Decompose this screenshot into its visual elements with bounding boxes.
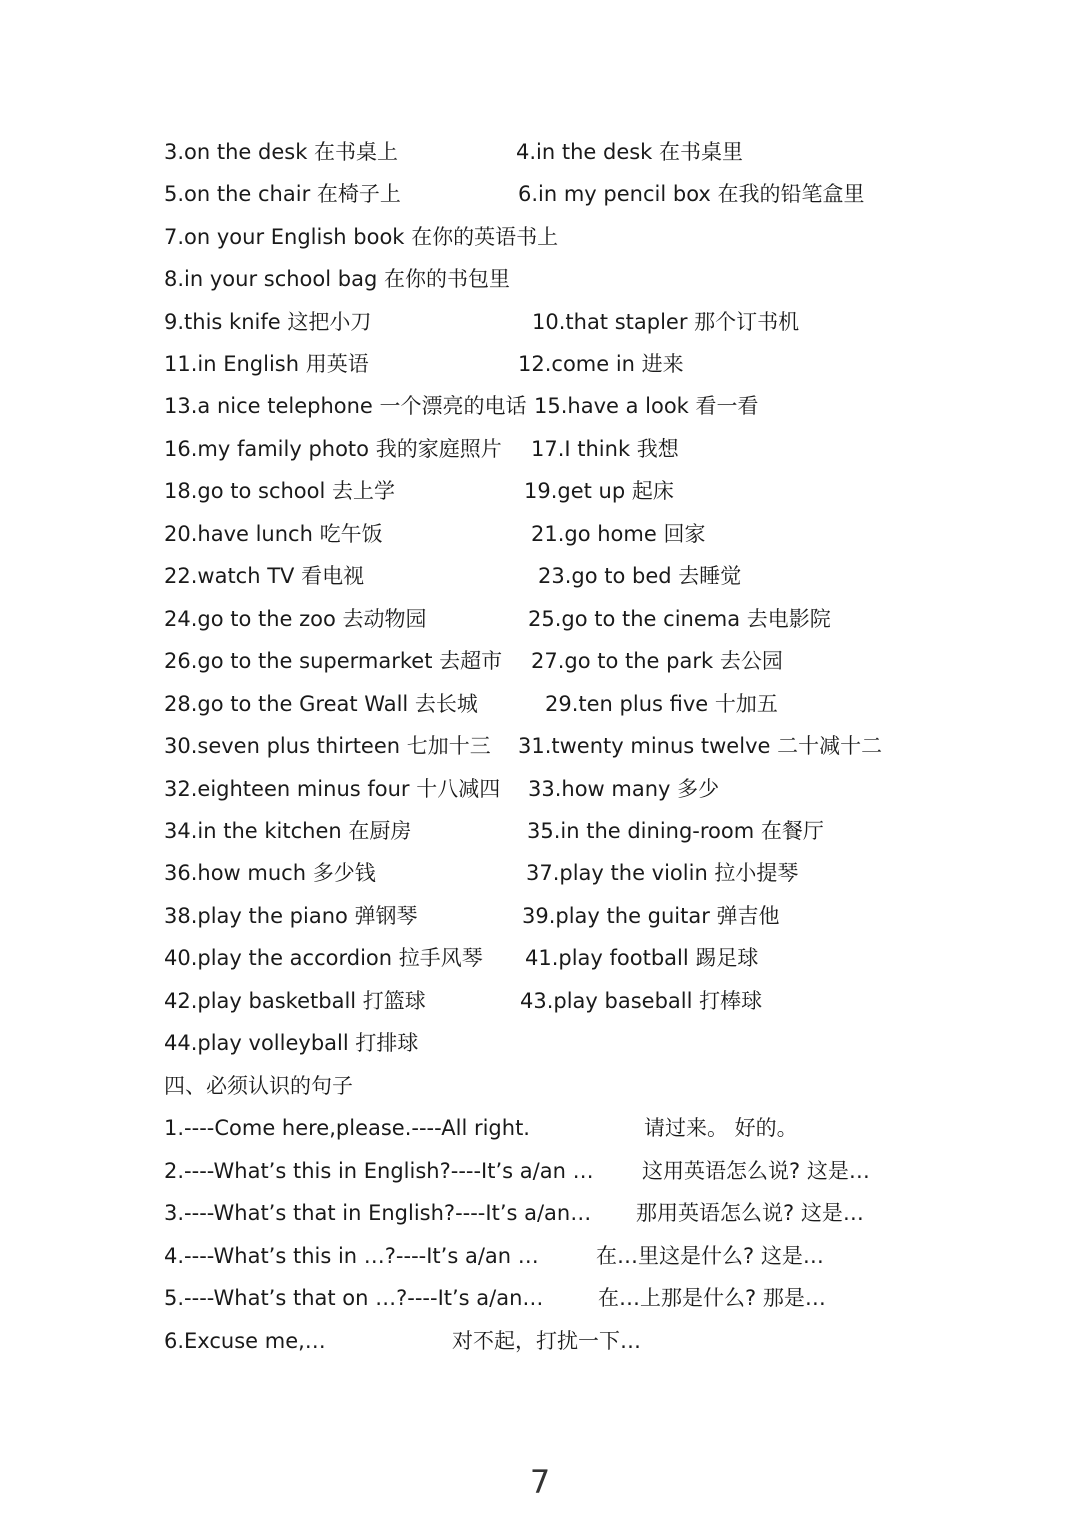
phrase-right: 27.go to the park 去公园 bbox=[531, 649, 783, 673]
phrase-left: 20.have lunch 吃午饭 bbox=[164, 522, 383, 546]
phrase-left: 26.go to the supermarket 去超市 bbox=[164, 649, 503, 673]
phrase-row bbox=[0, 768, 1080, 810]
phrase-row bbox=[0, 555, 1080, 597]
sentence-row bbox=[0, 1320, 1080, 1362]
phrase-row bbox=[0, 301, 1080, 343]
sentence-english: 6.Excuse me,… bbox=[164, 1329, 326, 1353]
sentence-english: 2.----What’s this in English?----It’s a/an … bbox=[164, 1159, 594, 1183]
phrase-left: 5.on the chair 在椅子上 bbox=[164, 182, 401, 206]
phrase-right: 23.go to bed 去睡觉 bbox=[538, 564, 742, 588]
phrase-row bbox=[0, 598, 1080, 640]
phrase-row bbox=[0, 1022, 1080, 1064]
phrase-left: 40.play the accordion 拉手风琴 bbox=[164, 946, 483, 970]
sentence-english: 5.----What’s that on …?----It’s a/an… bbox=[164, 1286, 544, 1310]
phrase-row bbox=[0, 343, 1080, 385]
phrase-right: 35.in the dining-room 在餐厅 bbox=[527, 819, 824, 843]
phrase-right: 25.go to the cinema 去电影院 bbox=[528, 607, 831, 631]
phrase-row bbox=[0, 640, 1080, 682]
phrase-row bbox=[0, 428, 1080, 470]
phrase-row bbox=[0, 258, 1080, 300]
phrase-left: 13.a nice telephone 一个漂亮的电话 bbox=[164, 394, 527, 418]
phrase-left: 34.in the kitchen 在厨房 bbox=[164, 819, 412, 843]
sentence-row bbox=[0, 1150, 1080, 1192]
phrase-right: 19.get up 起床 bbox=[524, 479, 674, 503]
phrase-left: 44.play volleyball 打排球 bbox=[164, 1031, 419, 1055]
phrase-left: 22.watch TV 看电视 bbox=[164, 564, 365, 588]
phrase-row bbox=[0, 173, 1080, 215]
phrase-row bbox=[0, 980, 1080, 1022]
sentence-english: 3.----What’s that in English?----It’s a/an… bbox=[164, 1201, 592, 1225]
sentence-chinese: 那用英语怎么说? 这是… bbox=[636, 1201, 864, 1225]
sentence-chinese: 在…上那是什么? 那是… bbox=[598, 1286, 826, 1310]
sentence-row bbox=[0, 1235, 1080, 1277]
sentence-chinese: 这用英语怎么说? 这是… bbox=[642, 1159, 870, 1183]
phrase-right: 29.ten plus five 十加五 bbox=[545, 692, 778, 716]
phrase-right: 21.go home 回家 bbox=[531, 522, 706, 546]
phrase-right: 15.have a look 看一看 bbox=[534, 394, 759, 418]
phrase-left: 3.on the desk 在书桌上 bbox=[164, 140, 399, 164]
phrase-row bbox=[0, 937, 1080, 979]
phrase-row bbox=[0, 513, 1080, 555]
phrase-left: 24.go to the zoo 去动物园 bbox=[164, 607, 427, 631]
phrase-row bbox=[0, 683, 1080, 725]
phrase-right: 33.how many 多少 bbox=[528, 777, 720, 801]
phrase-left: 28.go to the Great Wall 去长城 bbox=[164, 692, 478, 716]
phrase-left: 36.how much 多少钱 bbox=[164, 861, 376, 885]
phrase-left: 7.on your English book 在你的英语书上 bbox=[164, 225, 559, 249]
phrase-row bbox=[0, 725, 1080, 767]
sentence-chinese: 对不起，打扰一下… bbox=[452, 1329, 641, 1353]
section-heading-text: 四、必须认识的句子 bbox=[164, 1074, 353, 1098]
phrase-left: 30.seven plus thirteen 七加十三 bbox=[164, 734, 491, 758]
phrase-row bbox=[0, 216, 1080, 258]
phrase-left: 32.eighteen minus four 十八减四 bbox=[164, 777, 501, 801]
phrase-left: 8.in your school bag 在你的书包里 bbox=[164, 267, 510, 291]
sentence-chinese: 在…里这是什么? 这是… bbox=[596, 1244, 824, 1268]
phrase-row bbox=[0, 470, 1080, 512]
sentence-row bbox=[0, 1277, 1080, 1319]
page-number: 7 bbox=[529, 1463, 551, 1501]
sentence-chinese: 请过来。 好的。 bbox=[644, 1116, 798, 1140]
phrase-row bbox=[0, 895, 1080, 937]
phrase-row bbox=[0, 810, 1080, 852]
phrase-left: 42.play basketball 打篮球 bbox=[164, 989, 426, 1013]
sentence-english: 4.----What’s this in …?----It’s a/an … bbox=[164, 1244, 539, 1268]
phrase-right: 12.come in 进来 bbox=[518, 352, 684, 376]
phrase-row bbox=[0, 385, 1080, 427]
phrase-left: 16.my family photo 我的家庭照片 bbox=[164, 437, 502, 461]
phrase-left: 11.in English 用英语 bbox=[164, 352, 369, 376]
phrase-left: 38.play the piano 弹钢琴 bbox=[164, 904, 418, 928]
sentence-english: 1.----Come here,please.----All right. bbox=[164, 1116, 530, 1140]
phrase-right: 37.play the violin 拉小提琴 bbox=[526, 861, 799, 885]
phrase-right: 39.play the guitar 弹吉他 bbox=[522, 904, 780, 928]
sentence-row bbox=[0, 1192, 1080, 1234]
phrase-right: 43.play baseball 打棒球 bbox=[520, 989, 763, 1013]
phrase-right: 6.in my pencil box 在我的铅笔盒里 bbox=[518, 182, 865, 206]
phrase-right: 41.play football 踢足球 bbox=[525, 946, 759, 970]
phrase-right: 10.that stapler 那个订书机 bbox=[532, 310, 800, 334]
section-heading bbox=[0, 1065, 1080, 1107]
phrase-row bbox=[0, 131, 1080, 173]
phrase-right: 31.twenty minus twelve 二十减十二 bbox=[518, 734, 883, 758]
sentence-row bbox=[0, 1107, 1080, 1149]
phrase-row bbox=[0, 852, 1080, 894]
phrase-right: 4.in the desk 在书桌里 bbox=[516, 140, 744, 164]
phrase-left: 9.this knife 这把小刀 bbox=[164, 310, 372, 334]
phrase-left: 18.go to school 去上学 bbox=[164, 479, 396, 503]
phrase-right: 17.I think 我想 bbox=[531, 437, 679, 461]
